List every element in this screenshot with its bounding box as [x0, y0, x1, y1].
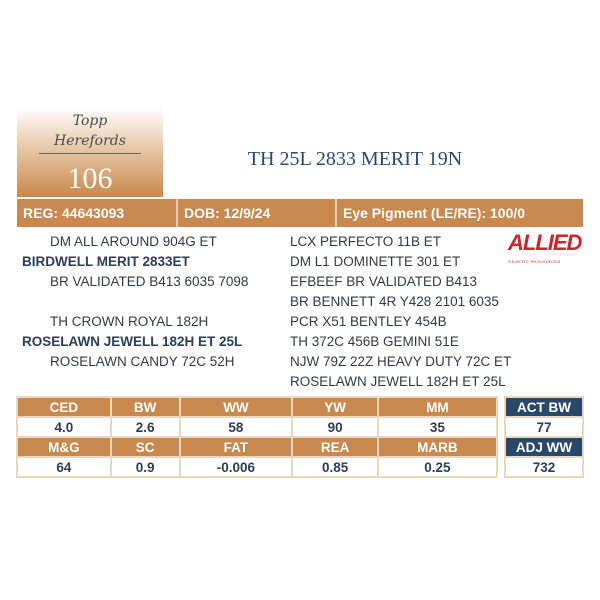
epd-header: REA	[292, 437, 378, 457]
epd-value: 0.85	[292, 457, 378, 477]
info-bar	[17, 199, 583, 227]
lot-number: 106	[67, 162, 113, 195]
epd-value: 90	[292, 417, 378, 437]
pedigree-right-4: BR BENNETT 4R Y428 2101 6035	[290, 294, 499, 309]
epd-header: M&G	[17, 437, 111, 457]
epd-value: 2.6	[111, 417, 180, 437]
epd-value: 35	[378, 417, 497, 437]
pedigree-right-1: LCX PERFECTO 11B ET	[290, 234, 442, 249]
pedigree-right-6: TH 372C 456B GEMINI 51E	[290, 334, 459, 349]
logo-text: Topp Herefords	[54, 113, 126, 149]
epd-header: FAT	[180, 437, 293, 457]
pedigree-right-2: DM L1 DOMINETTE 301 ET	[290, 254, 461, 269]
epd-value: 64	[17, 457, 111, 477]
pedigree-right-8: ROSELAWN JEWELL 182H ET 25L	[290, 374, 506, 389]
logo-script	[35, 111, 145, 154]
registration-number: REG: 44643093	[17, 199, 178, 227]
epd-header: MARB	[378, 437, 497, 457]
sire-sire: DM ALL AROUND 904G ET	[50, 234, 217, 249]
epd-value: 58	[180, 417, 293, 437]
epd-table	[16, 396, 498, 478]
pedigree-right-3: EFBEEF BR VALIDATED B413	[290, 274, 478, 289]
dam: ROSELAWN JEWELL 182H ET 25L	[22, 334, 243, 349]
epd-value: 0.9	[111, 457, 180, 477]
dam-sire: TH CROWN ROYAL 182H	[50, 314, 209, 329]
sire-dam: BR VALIDATED B413 6035 7098	[50, 274, 249, 289]
epd-value: -0.006	[180, 457, 293, 477]
actuals-table	[504, 396, 584, 478]
allied-logo	[508, 229, 588, 266]
animal-name: TH 25L 2833 MERIT 19N	[247, 148, 463, 170]
epd-value: 0.25	[378, 457, 497, 477]
pedigree-right-5: PCR X51 BENTLEY 454B	[290, 314, 447, 329]
epd-value: 4.0	[17, 417, 111, 437]
epd-header: SC	[111, 437, 180, 457]
epd-header: YW	[292, 397, 378, 417]
allied-subtitle: GENETIC RESOURCES	[508, 259, 561, 264]
act-bw-value: 77	[505, 417, 583, 437]
date-of-birth: DOB: 12/9/24	[178, 199, 337, 227]
adj-ww-label: ADJ WW	[505, 437, 583, 457]
epd-header: CED	[17, 397, 111, 417]
pedigree-right-7: NJW 79Z 22Z HEAVY DUTY 72C ET	[290, 354, 512, 369]
adj-ww-value: 732	[505, 457, 583, 477]
dam-dam: ROSELAWN CANDY 72C 52H	[50, 354, 235, 369]
act-bw-label: ACT BW	[505, 397, 583, 417]
allied-wordmark: ALLIED	[508, 230, 582, 255]
epd-header: BW	[111, 397, 180, 417]
eye-pigment: Eye Pigment (LE/RE): 100/0	[343, 205, 526, 221]
epd-header: MM	[378, 397, 497, 417]
epd-header: WW	[180, 397, 293, 417]
farm-logo	[17, 107, 163, 197]
sire: BIRDWELL MERIT 2833ET	[22, 254, 190, 269]
